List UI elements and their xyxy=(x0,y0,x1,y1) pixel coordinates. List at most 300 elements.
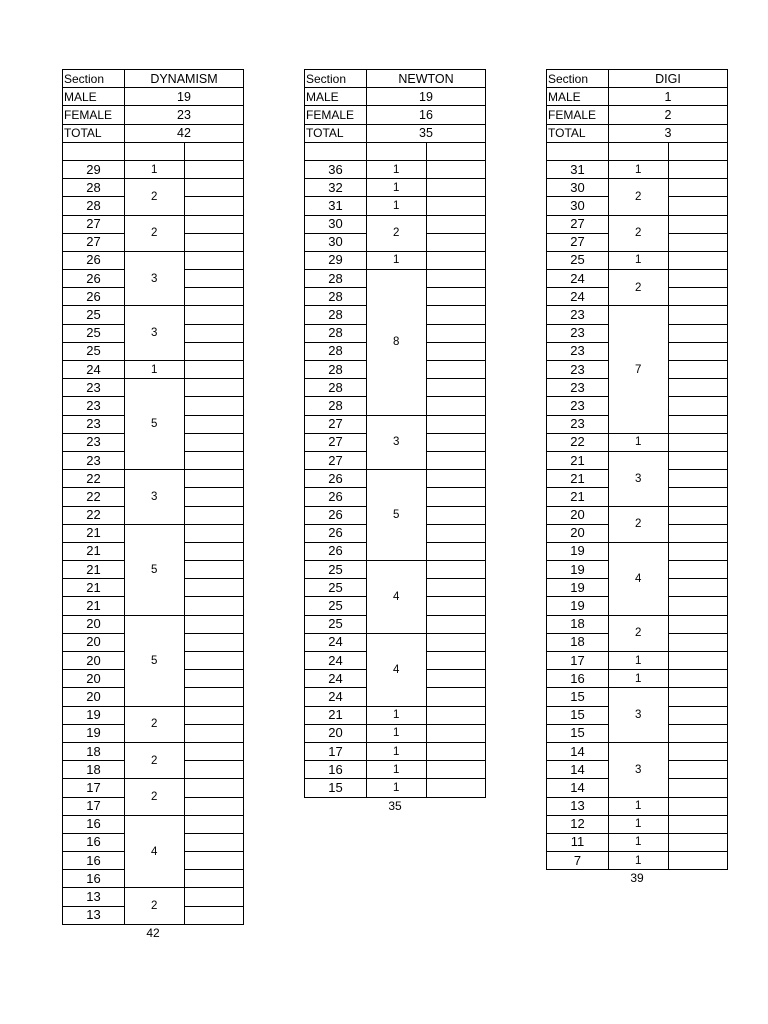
score-cell: 25 xyxy=(305,561,367,579)
table-row xyxy=(63,179,244,197)
table-row xyxy=(547,688,728,706)
table-row xyxy=(305,270,486,288)
score-cell: 23 xyxy=(547,324,609,342)
count-cell: 1 xyxy=(609,797,669,815)
score-cell: 25 xyxy=(63,324,125,342)
table-row xyxy=(305,179,486,197)
empty-cell xyxy=(668,706,728,724)
table-row xyxy=(305,724,486,742)
count-cell: 3 xyxy=(125,306,185,361)
empty-cell xyxy=(426,488,486,506)
score-cell: 26 xyxy=(305,506,367,524)
empty-cell xyxy=(426,506,486,524)
empty-cell xyxy=(668,561,728,579)
empty-cell xyxy=(184,288,244,306)
empty-cell xyxy=(426,706,486,724)
empty-cell xyxy=(668,615,728,633)
score-cell: 28 xyxy=(305,324,367,342)
table-row xyxy=(547,215,728,233)
female-value: 2 xyxy=(609,106,728,124)
count-cell: 4 xyxy=(367,633,427,706)
empty-cell xyxy=(668,415,728,433)
count-cell: 3 xyxy=(609,451,669,506)
score-cell: 14 xyxy=(547,779,609,797)
empty-cell xyxy=(668,197,728,215)
score-cell: 23 xyxy=(547,342,609,360)
empty-cell xyxy=(184,852,244,870)
score-cell: 24 xyxy=(305,688,367,706)
count-cell: 7 xyxy=(609,306,669,433)
table-row xyxy=(547,270,728,288)
score-cell: 14 xyxy=(547,742,609,760)
empty-cell xyxy=(426,724,486,742)
score-cell: 28 xyxy=(305,379,367,397)
score-cell: 27 xyxy=(547,215,609,233)
table-row xyxy=(63,379,244,397)
score-cell: 30 xyxy=(305,233,367,251)
total-value: 35 xyxy=(367,124,486,142)
score-cell: 27 xyxy=(305,433,367,451)
empty-cell xyxy=(184,451,244,469)
count-cell: 1 xyxy=(609,670,669,688)
newton-table xyxy=(304,69,486,798)
empty-cell xyxy=(668,270,728,288)
count-cell: 2 xyxy=(125,706,185,742)
score-cell: 24 xyxy=(305,652,367,670)
table-row xyxy=(63,888,244,906)
score-cell: 26 xyxy=(305,470,367,488)
empty-cell xyxy=(184,361,244,379)
score-cell: 17 xyxy=(547,652,609,670)
empty-cell xyxy=(184,633,244,651)
empty-cell xyxy=(184,524,244,542)
empty-cell xyxy=(184,415,244,433)
count-cell: 2 xyxy=(609,215,669,251)
empty-cell xyxy=(184,197,244,215)
score-cell: 19 xyxy=(547,561,609,579)
score-cell: 20 xyxy=(547,524,609,542)
score-cell: 28 xyxy=(305,342,367,360)
table-row xyxy=(305,197,486,215)
score-cell: 18 xyxy=(63,761,125,779)
score-cell: 18 xyxy=(63,742,125,760)
empty-cell xyxy=(426,524,486,542)
table-row xyxy=(305,215,486,233)
empty-cell xyxy=(668,670,728,688)
count-cell: 2 xyxy=(125,215,185,251)
spacer-cell xyxy=(184,142,244,160)
empty-cell xyxy=(426,306,486,324)
score-cell: 25 xyxy=(547,251,609,269)
empty-cell xyxy=(668,179,728,197)
header-row-male xyxy=(547,88,728,106)
table-row xyxy=(547,306,728,324)
score-cell: 28 xyxy=(305,397,367,415)
empty-cell xyxy=(426,597,486,615)
header-row-female xyxy=(63,106,244,124)
table-row xyxy=(63,306,244,324)
score-cell: 14 xyxy=(547,761,609,779)
score-cell: 21 xyxy=(63,579,125,597)
empty-cell xyxy=(668,652,728,670)
header-row-total xyxy=(63,124,244,142)
table-row xyxy=(547,852,728,870)
score-cell: 26 xyxy=(63,288,125,306)
table-row xyxy=(63,742,244,760)
total-value: 42 xyxy=(125,124,244,142)
section-value: DIGI xyxy=(609,70,728,88)
table-row xyxy=(305,742,486,760)
empty-cell xyxy=(426,233,486,251)
score-cell: 27 xyxy=(305,451,367,469)
empty-cell xyxy=(426,397,486,415)
table-row xyxy=(305,561,486,579)
empty-cell xyxy=(426,670,486,688)
empty-cell xyxy=(426,342,486,360)
table-row xyxy=(63,779,244,797)
empty-cell xyxy=(184,215,244,233)
spacer-cell xyxy=(547,142,609,160)
count-cell: 2 xyxy=(125,179,185,215)
table-row xyxy=(547,451,728,469)
count-cell: 5 xyxy=(125,615,185,706)
score-cell: 21 xyxy=(63,542,125,560)
spacer-cell xyxy=(305,142,367,160)
score-cell: 25 xyxy=(305,579,367,597)
header-row-male xyxy=(63,88,244,106)
table-row xyxy=(547,251,728,269)
empty-cell xyxy=(184,433,244,451)
empty-cell xyxy=(668,324,728,342)
empty-cell xyxy=(184,379,244,397)
header-row-female xyxy=(547,106,728,124)
score-cell: 19 xyxy=(547,597,609,615)
score-cell: 20 xyxy=(63,615,125,633)
total-label: TOTAL xyxy=(547,124,609,142)
empty-cell xyxy=(184,397,244,415)
score-cell: 26 xyxy=(63,270,125,288)
table-row xyxy=(547,815,728,833)
score-cell: 24 xyxy=(305,670,367,688)
section-value: DYNAMISM xyxy=(125,70,244,88)
score-cell: 24 xyxy=(547,288,609,306)
table-row xyxy=(547,506,728,524)
total-value: 3 xyxy=(609,124,728,142)
score-cell: 20 xyxy=(63,688,125,706)
score-cell: 22 xyxy=(63,488,125,506)
empty-cell xyxy=(668,488,728,506)
empty-cell xyxy=(668,251,728,269)
score-cell: 16 xyxy=(63,833,125,851)
empty-cell xyxy=(668,579,728,597)
empty-cell xyxy=(184,324,244,342)
score-cell: 7 xyxy=(547,852,609,870)
male-label: MALE xyxy=(305,88,367,106)
empty-cell xyxy=(668,288,728,306)
score-cell: 30 xyxy=(547,197,609,215)
empty-cell xyxy=(426,288,486,306)
empty-cell xyxy=(426,251,486,269)
count-cell: 1 xyxy=(609,652,669,670)
empty-cell xyxy=(426,160,486,178)
spacer-cell xyxy=(668,142,728,160)
score-cell: 23 xyxy=(63,397,125,415)
empty-cell xyxy=(426,652,486,670)
count-cell: 5 xyxy=(367,470,427,561)
empty-cell xyxy=(184,579,244,597)
empty-cell xyxy=(184,542,244,560)
empty-cell xyxy=(426,615,486,633)
empty-cell xyxy=(426,579,486,597)
table-row xyxy=(547,615,728,633)
empty-cell xyxy=(184,233,244,251)
empty-cell xyxy=(426,179,486,197)
score-cell: 25 xyxy=(63,306,125,324)
count-cell: 2 xyxy=(609,270,669,306)
score-cell: 22 xyxy=(63,470,125,488)
count-cell: 1 xyxy=(367,197,427,215)
score-cell: 21 xyxy=(547,470,609,488)
empty-cell xyxy=(668,160,728,178)
count-cell: 1 xyxy=(125,361,185,379)
score-cell: 25 xyxy=(305,597,367,615)
spacer-row xyxy=(63,142,244,160)
empty-cell xyxy=(184,488,244,506)
count-cell: 2 xyxy=(125,888,185,924)
score-cell: 30 xyxy=(547,179,609,197)
score-cell: 17 xyxy=(63,779,125,797)
empty-cell xyxy=(426,470,486,488)
score-cell: 17 xyxy=(305,742,367,760)
empty-cell xyxy=(184,742,244,760)
empty-cell xyxy=(426,324,486,342)
empty-cell xyxy=(426,379,486,397)
empty-cell xyxy=(184,652,244,670)
empty-cell xyxy=(184,870,244,888)
score-cell: 25 xyxy=(305,615,367,633)
empty-cell xyxy=(184,342,244,360)
count-cell: 1 xyxy=(367,779,427,797)
score-cell: 23 xyxy=(547,397,609,415)
header-row-section xyxy=(305,70,486,88)
count-cell: 1 xyxy=(367,251,427,269)
score-cell: 22 xyxy=(547,433,609,451)
count-cell: 2 xyxy=(125,742,185,778)
empty-cell xyxy=(184,306,244,324)
score-cell: 16 xyxy=(63,852,125,870)
table-row xyxy=(63,615,244,633)
count-cell: 2 xyxy=(367,215,427,251)
table-row xyxy=(305,633,486,651)
score-cell: 15 xyxy=(547,706,609,724)
empty-cell xyxy=(184,270,244,288)
count-cell: 4 xyxy=(367,561,427,634)
count-cell: 2 xyxy=(609,615,669,651)
score-cell: 19 xyxy=(63,724,125,742)
section-label: Section xyxy=(63,70,125,88)
score-cell: 31 xyxy=(547,160,609,178)
table-row xyxy=(305,251,486,269)
empty-cell xyxy=(668,506,728,524)
count-cell: 3 xyxy=(609,688,669,743)
empty-cell xyxy=(426,197,486,215)
female-value: 23 xyxy=(125,106,244,124)
spacer-row xyxy=(547,142,728,160)
score-cell: 28 xyxy=(305,361,367,379)
empty-cell xyxy=(184,815,244,833)
score-cell: 23 xyxy=(63,451,125,469)
table-row xyxy=(305,160,486,178)
score-cell: 32 xyxy=(305,179,367,197)
score-cell: 13 xyxy=(63,906,125,924)
empty-cell xyxy=(668,379,728,397)
empty-cell xyxy=(184,470,244,488)
table-row xyxy=(305,761,486,779)
score-cell: 19 xyxy=(547,542,609,560)
male-value: 19 xyxy=(367,88,486,106)
count-cell: 4 xyxy=(125,815,185,888)
digi-footer-total: 39 xyxy=(630,871,644,886)
empty-cell xyxy=(184,597,244,615)
score-cell: 21 xyxy=(547,451,609,469)
table-row xyxy=(63,470,244,488)
spacer-cell xyxy=(125,142,185,160)
total-label: TOTAL xyxy=(305,124,367,142)
score-cell: 23 xyxy=(547,306,609,324)
digi-table xyxy=(546,69,728,870)
score-cell: 15 xyxy=(547,724,609,742)
count-cell: 5 xyxy=(125,379,185,470)
score-cell: 26 xyxy=(63,251,125,269)
empty-cell xyxy=(668,397,728,415)
score-cell: 24 xyxy=(63,361,125,379)
count-cell: 1 xyxy=(367,724,427,742)
empty-cell xyxy=(184,160,244,178)
score-cell: 21 xyxy=(63,524,125,542)
female-label: FEMALE xyxy=(305,106,367,124)
empty-cell xyxy=(668,451,728,469)
count-cell: 3 xyxy=(609,742,669,797)
score-cell: 20 xyxy=(63,633,125,651)
score-cell: 20 xyxy=(63,670,125,688)
score-cell: 28 xyxy=(305,306,367,324)
score-cell: 27 xyxy=(63,233,125,251)
score-cell: 29 xyxy=(305,251,367,269)
table-row xyxy=(547,433,728,451)
count-cell: 5 xyxy=(125,524,185,615)
score-cell: 23 xyxy=(63,415,125,433)
table-row xyxy=(63,251,244,269)
empty-cell xyxy=(426,433,486,451)
count-cell: 1 xyxy=(367,179,427,197)
count-cell: 3 xyxy=(125,251,185,306)
empty-cell xyxy=(426,633,486,651)
table-row xyxy=(63,215,244,233)
score-cell: 28 xyxy=(63,179,125,197)
score-cell: 26 xyxy=(305,488,367,506)
dynamism-block xyxy=(62,69,244,940)
count-cell: 2 xyxy=(609,506,669,542)
score-cell: 26 xyxy=(305,524,367,542)
header-row-section xyxy=(547,70,728,88)
score-cell: 21 xyxy=(305,706,367,724)
empty-cell xyxy=(426,561,486,579)
header-row-section xyxy=(63,70,244,88)
total-label: TOTAL xyxy=(63,124,125,142)
table-row xyxy=(305,779,486,797)
empty-cell xyxy=(668,361,728,379)
empty-cell xyxy=(184,561,244,579)
empty-cell xyxy=(668,724,728,742)
score-cell: 20 xyxy=(305,724,367,742)
empty-cell xyxy=(184,888,244,906)
score-cell: 30 xyxy=(305,215,367,233)
header-row-total xyxy=(547,124,728,142)
spacer-row xyxy=(305,142,486,160)
empty-cell xyxy=(668,815,728,833)
empty-cell xyxy=(668,342,728,360)
empty-cell xyxy=(184,724,244,742)
score-cell: 17 xyxy=(63,797,125,815)
newton-block xyxy=(304,69,486,813)
score-cell: 31 xyxy=(305,197,367,215)
empty-cell xyxy=(426,742,486,760)
score-cell: 27 xyxy=(305,415,367,433)
table-row xyxy=(547,652,728,670)
female-label: FEMALE xyxy=(547,106,609,124)
male-value: 19 xyxy=(125,88,244,106)
score-cell: 21 xyxy=(63,597,125,615)
score-cell: 16 xyxy=(305,761,367,779)
male-value: 1 xyxy=(609,88,728,106)
empty-cell xyxy=(184,688,244,706)
score-cell: 23 xyxy=(547,415,609,433)
table-row xyxy=(547,742,728,760)
table-row xyxy=(63,706,244,724)
score-cell: 12 xyxy=(547,815,609,833)
table-row xyxy=(63,361,244,379)
score-cell: 18 xyxy=(547,615,609,633)
empty-cell xyxy=(184,833,244,851)
empty-cell xyxy=(184,779,244,797)
empty-cell xyxy=(668,524,728,542)
table-row xyxy=(547,670,728,688)
empty-cell xyxy=(668,833,728,851)
score-cell: 21 xyxy=(547,488,609,506)
empty-cell xyxy=(426,688,486,706)
table-row xyxy=(547,542,728,560)
empty-cell xyxy=(668,688,728,706)
score-cell: 21 xyxy=(63,561,125,579)
empty-cell xyxy=(184,761,244,779)
count-cell: 1 xyxy=(367,742,427,760)
score-cell: 20 xyxy=(63,652,125,670)
count-cell: 2 xyxy=(125,779,185,815)
empty-cell xyxy=(426,361,486,379)
digi-block xyxy=(546,69,681,886)
score-cell: 26 xyxy=(305,542,367,560)
empty-cell xyxy=(668,742,728,760)
empty-cell xyxy=(668,306,728,324)
empty-cell xyxy=(668,633,728,651)
score-cell: 28 xyxy=(63,197,125,215)
spacer-cell xyxy=(426,142,486,160)
score-cell: 13 xyxy=(547,797,609,815)
male-label: MALE xyxy=(63,88,125,106)
table-row xyxy=(547,833,728,851)
female-value: 16 xyxy=(367,106,486,124)
count-cell: 1 xyxy=(609,251,669,269)
